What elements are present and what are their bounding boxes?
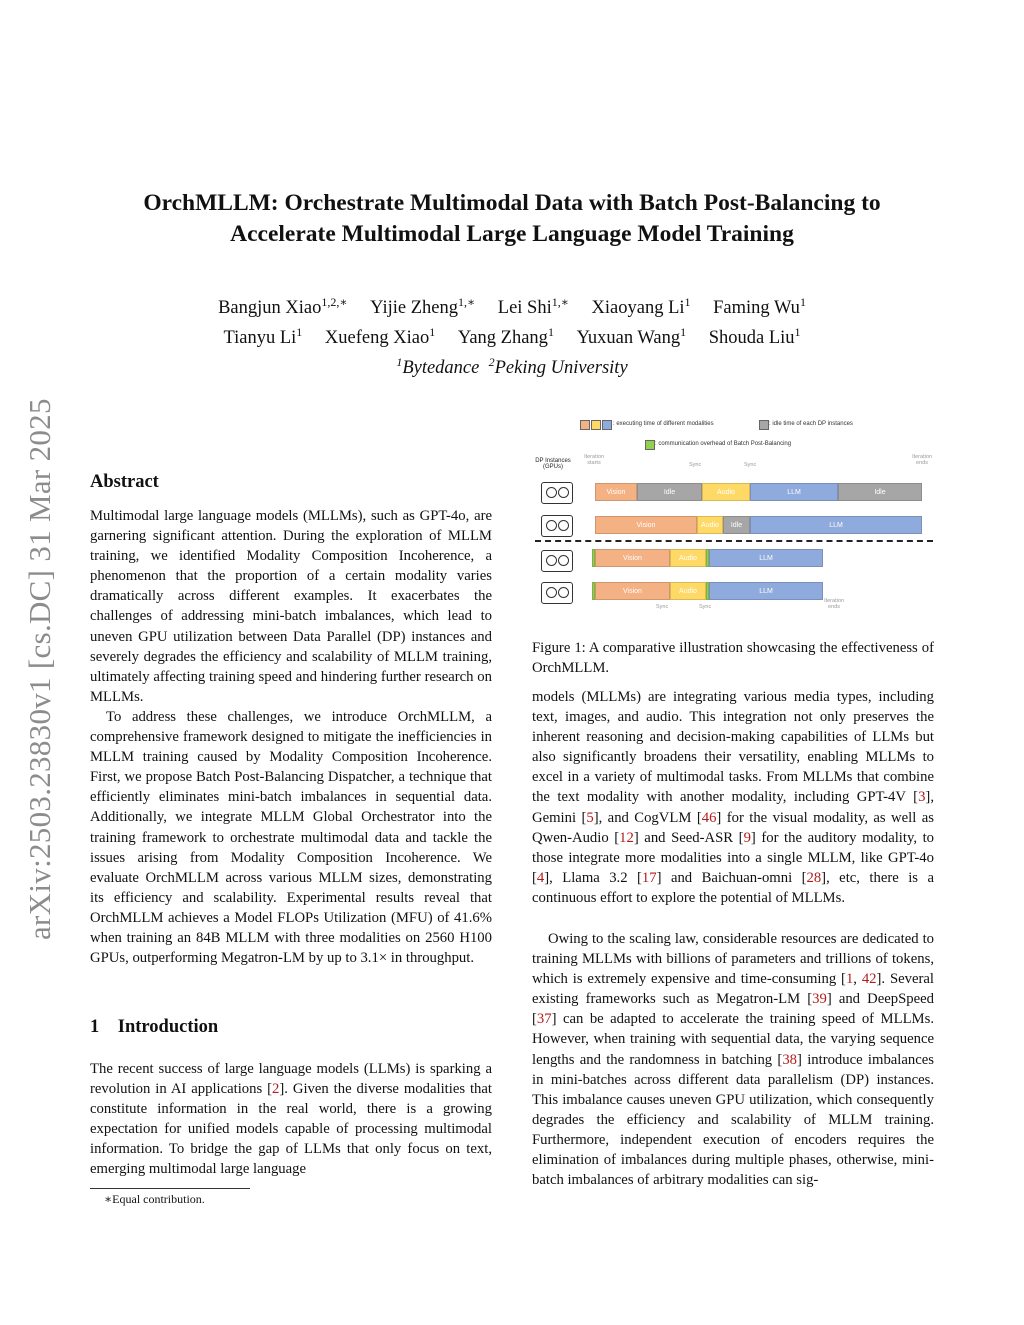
legend-comm-label: : communication overhead of Batch Post-Balancing: [655, 441, 792, 447]
legend-swatch-vision: [580, 420, 590, 430]
abstract-paragraph-2: To address these challenges, we introduce OrchMLLM, a comprehensive framework designed to mitigate the inefficiencies in MLLM training caused by Modality Composition Incoherence. First, we propose Batch Post-Balancing Dispatcher, a technique that efficiently eliminates mini-batch imbalances in sequential data. Additionally, we integrate MLLM Global Orchestrator into the training framework to orchestrate multimodal data and tackle the issues arising from Modality Composition Incoherence. We evaluate OrchMLLM across various MLLM sizes, demonstrating its efficiency and scalability. Experimental results reveal that OrchMLLM achieves a Model FLOPs Utilization (MFU) of 41.6% when training an 84B MLLM with three modalities on 2560 H100 GPUs, outperforming Megatron-LM by up to 3.1× in throughput.: [90, 709, 492, 967]
title-line-2: Accelerate Multimodal Large Language Model Training: [230, 221, 794, 247]
legend-exec-label: : executing time of different modalities: [613, 421, 714, 427]
bar-idle: Idle: [723, 516, 750, 534]
citation-link[interactable]: 39: [812, 991, 827, 1008]
footnote-rule: [90, 1188, 250, 1189]
bar-llm: LLM: [750, 483, 838, 501]
iteration-starts-label: Iteration starts: [584, 454, 604, 466]
author: Xiaoyang Li$^1$: [591, 295, 691, 319]
citation-link[interactable]: 2: [272, 1081, 280, 1098]
sync-label: Sync: [699, 604, 712, 610]
citation-link[interactable]: 4: [536, 869, 545, 886]
legend-swatch-audio: [591, 420, 601, 430]
iteration-ends-label: Iteration ends: [824, 598, 844, 610]
citation-link[interactable]: 12: [619, 829, 634, 846]
abstract-heading: Abstract: [90, 472, 159, 492]
introduction-heading: 1 Introduction: [90, 1017, 219, 1037]
legend-swatch-comm: [645, 440, 655, 450]
citation-link[interactable]: 5: [586, 809, 594, 826]
citation-link[interactable]: 42: [861, 971, 877, 988]
affiliations: $^1$Bytedance $^2$Peking University: [396, 355, 628, 379]
author: Yang Zhang$^1$: [457, 325, 554, 349]
gpu-icon: [541, 550, 573, 572]
bar-idle: Idle: [637, 483, 702, 501]
citation-link[interactable]: 46: [701, 809, 717, 826]
bar-audio: Audio: [670, 582, 706, 600]
legend-idle-label: : idle time of each DP instances: [769, 421, 853, 427]
citation-link[interactable]: 1: [845, 971, 854, 988]
citation-link[interactable]: 28: [806, 869, 822, 886]
bar-audio: Audio: [702, 483, 750, 501]
author: Tianyu Li$^1$: [223, 325, 303, 349]
bar-vision: Vision: [595, 516, 697, 534]
bar-idle: Idle: [838, 483, 922, 501]
author: Shouda Liu$^1$: [708, 325, 801, 349]
bar-audio: Audio: [697, 516, 723, 534]
bar-vision: Vision: [595, 582, 670, 600]
introduction-paragraph-1: The recent success of large language models (LLMs) is sparking a revolution in AI applications [2]. Given the diverse modalities that constitute information in the real world, there is a growing expectation for unified models capable of processing multimodal information. To bridge the gap of LLMs that only focus on text, emerging multimodal large language: [90, 1061, 493, 1178]
dp-axis-label: DP Instances (GPUs): [535, 458, 571, 470]
bar-vision: Vision: [595, 549, 670, 567]
bar-vision: Vision: [595, 483, 637, 501]
right-paragraph-2: Owing to the scaling law, considerable resources are dedicated to training MLLMs with billions of parameters and trillions of tokens, which is extremely expensive and time-consuming [1, 42]. Several existing frameworks such as Megatron-LM [39] and DeepSpeed [37] can be adapted to accelerate the training speed of MLLMs. However, when training with sequential data, the varying sequence lengths and the randomness in batching [38] introduce imbalances in mini-batches across different data parallelism (DP) instances. This imbalance causes uneven GPU utilization, which consequently degrades the efficiency and scalability of MLLM training. Furthermore, independent execution of encoders requires the elimination of imbalances during multiple phases, otherwise, mini-batch imbalances of arbitrary modalities can sig-: [532, 931, 934, 1189]
figure-1: [525, 412, 940, 627]
figure-caption: Figure 1: A comparative illustration showcasing the effectiveness of OrchMLLM.: [532, 640, 934, 676]
citation-link[interactable]: 38: [782, 1051, 798, 1068]
dashed-divider: [535, 540, 933, 542]
author-block: [100, 290, 924, 380]
paper-title: [100, 188, 924, 250]
author: Xuefeng Xiao$^1$: [324, 325, 436, 349]
citation-link[interactable]: 9: [743, 829, 751, 846]
authors-row-1: [100, 290, 924, 320]
author: Lei Shi$^{1,∗}$: [497, 295, 569, 319]
sync-label: Sync: [656, 604, 669, 610]
author: Yijie Zheng$^{1,∗}$: [370, 295, 476, 319]
legend-swatch-llm: [602, 420, 612, 430]
iteration-ends-label: Iteration ends: [912, 454, 932, 466]
gpu-icon: [541, 515, 573, 537]
citation-link[interactable]: 3: [918, 789, 926, 806]
author: Yuxuan Wang$^1$: [576, 325, 687, 349]
citation-link[interactable]: 17: [641, 869, 657, 886]
bar-audio: Audio: [670, 549, 706, 567]
authors-row-2: [100, 320, 924, 350]
sync-label: Sync: [689, 462, 702, 468]
bar-llm: LLM: [750, 516, 922, 534]
title-line-1: OrchMLLM: Orchestrate Multimodal Data with Batch Post-Balancing to: [143, 190, 881, 216]
author: Faming Wu$^1$: [713, 295, 806, 319]
author: Bangjun Xiao$^{1,2,∗}$: [218, 295, 348, 319]
right-paragraph-1: models (MLLMs) are integrating various media types, including text, images, and audio. This integration not only preserves the inherent reasoning and decision-making capabilities of LLMs but also significantly broadens their versatility, enabling MLLMs to excel in a variety of multimodal tasks. From MLLMs that combine the text modality with another modality, including GPT-4V [3], Gemini [5], and CogVLM [46] for the visual modality, as well as Qwen-Audio [12] and Seed-ASR [9] for the auditory modality, to those integrate more modalities into a single MLLM, like GPT-4o [4], Llama 3.2 [17] and Baichuan-omni [28], etc, there is a continuous effort to explore the potential of MLLMs.: [532, 689, 935, 906]
footnote: ∗Equal contribution.: [104, 1192, 205, 1206]
sync-label: Sync: [744, 462, 757, 468]
gpu-icon: [541, 582, 573, 604]
citation-link[interactable]: 37: [536, 1011, 552, 1028]
bar-llm: LLM: [709, 582, 823, 600]
arxiv-identifier: arXiv:2503.23830v1 [cs.DC] 31 Mar 2025: [22, 398, 57, 940]
abstract-paragraph-1: Multimodal large language models (MLLMs), such as GPT-4o, are garnering significant attention. During the exploration of MLLM training, we identified Modality Composition Incoherence, a phenomenon that the proportion of a certain modality varies dramatically across different examples. It exacerbates the challenges of addressing mini-batch imbalances, which lead to uneven GPU utilization between Data Parallel (DP) instances and severely degrades the efficiency and scalability of MLLM training, ultimately affecting training speed and hindering further research on MLLMs.: [90, 508, 492, 705]
bar-llm: LLM: [709, 549, 823, 567]
legend-swatch-idle: [759, 420, 769, 430]
gpu-icon: [541, 482, 573, 504]
